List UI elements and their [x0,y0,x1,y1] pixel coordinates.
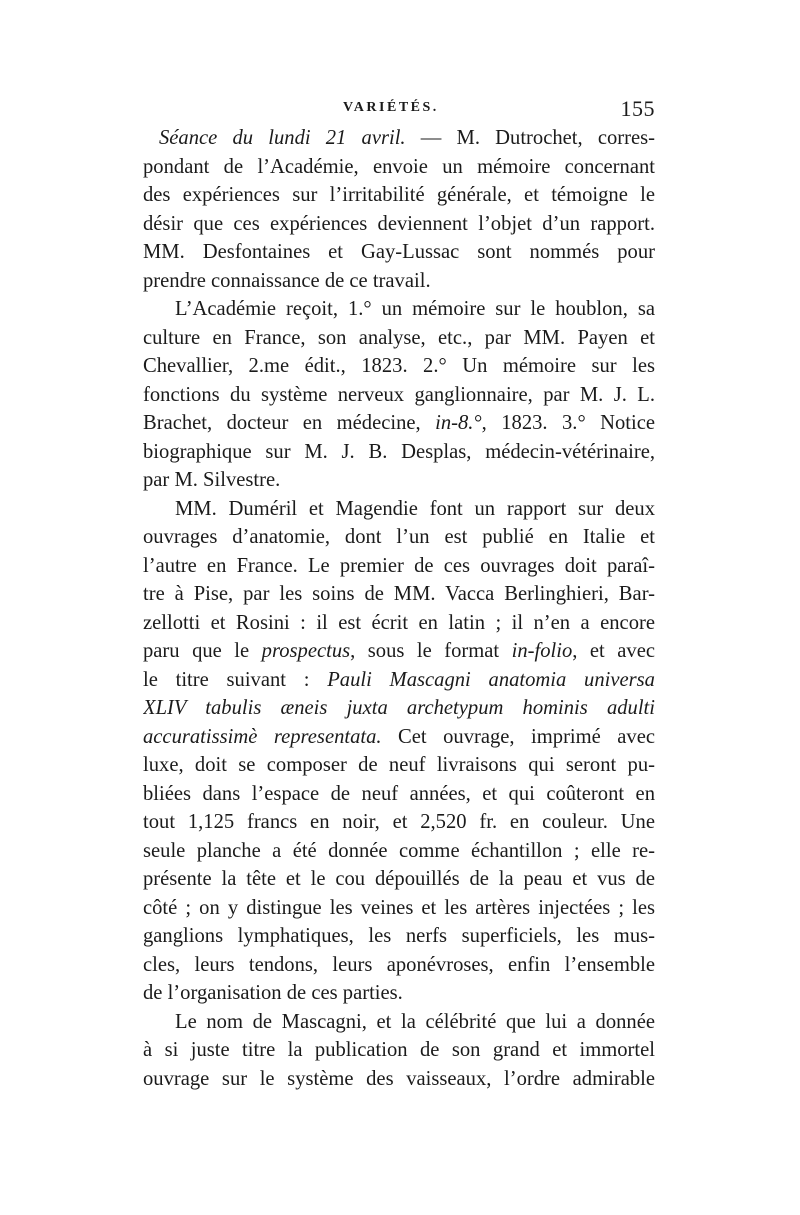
italic-run: Séance du lundi 21 avril. [159,127,406,149]
text-line [143,922,655,951]
running-title: VARIÉTÉS. [343,100,439,115]
text-line [143,951,655,980]
text-line [143,1065,655,1094]
text-run: , 1823. 3.° Notice [481,412,655,434]
text-run: biographique sur M. J. B. Desplas, médecin-vétérinaire, [143,440,655,463]
text-run: ouvrages d’anatomie, dont l’un est publié en Italie et [143,526,655,548]
text-run: MM. Desfontaines et Gay-Lussac sont nommés pour [143,241,655,263]
text-line [143,181,655,210]
text-run: l’autre en France. Le premier de ces ouvrages doit paraî- [143,554,655,577]
italic-run: XLIV tabulis æneis juxta archetypum hominis adulti [143,697,655,719]
text-run: luxe, doit se composer de neuf livraisons qui seront pu- [143,754,655,776]
text-run: Chevallier, 2.me édit., 1823. 2.° Un mémoire sur les [143,355,655,377]
text-run: Brachet, docteur en médecine, [143,412,436,434]
text-run: présente la tête et le cou dépouillés de la peau et vus de [143,868,655,890]
text-line [143,438,655,467]
text-line [143,153,655,182]
text-run: paru que le [143,640,262,662]
text-line [143,523,655,552]
text-line [143,979,655,1008]
text-line [143,495,655,524]
italic-run: in-folio [511,640,573,662]
text-run: culture en France, son analyse, etc., par MM. Payen et [143,326,655,349]
text-line [143,295,655,324]
text-line [143,609,655,638]
text-run: — M. Dutrochet, corres- [405,127,655,149]
text-run: ganglions lymphatiques, les nerfs superficiels, les mus- [143,925,655,947]
italic-run: accuratissimè representata. [143,725,382,748]
text-run: Le nom de Mascagni, et la célébrité que lui a donnée [175,1010,655,1033]
text-run: côté ; on y distingue les veines et les artères injectées ; les [143,896,655,919]
text-line [143,637,655,666]
text-line [143,552,655,581]
text-line [143,466,655,495]
text-run: par M. Silvestre. [143,469,281,491]
text-run: Cet ouvrage, imprimé avec [381,725,655,748]
text-line [143,894,655,923]
text-run: bliées dans l’espace de neuf années, et qui coûteront en [143,782,655,805]
text-line [143,1036,655,1065]
text-line [143,210,655,239]
text-run: seule planche a été donnée comme échantillon ; elle re- [143,839,655,862]
text-run: , sous le format [350,640,512,662]
italic-run: in-8.° [435,412,482,434]
text-line [143,124,655,153]
text-run: zellotti et Rosini : il est écrit en latin ; il n’en a encore [143,611,655,634]
text-line [143,808,655,837]
text-run: tre à Pise, par les soins de MM. Vacca Berlinghieri, Bar- [143,583,655,605]
text-run: tout 1,125 francs en noir, et 2,520 fr. en couleur. Une [143,811,655,833]
text-line [143,694,655,723]
text-run: , et avec [572,640,655,662]
text-line [143,865,655,894]
text-run: le titre suivant : [143,668,328,691]
text-line [143,238,655,267]
text-run: prendre connaissance de ce travail. [143,269,431,292]
text-line [143,352,655,381]
page-header [143,96,655,124]
italic-run: Pauli Mascagni anatomia universa [327,668,655,691]
text-run: ouvrage sur le système des vaisseaux, l’ordre admirable [143,1067,655,1090]
text-line [143,324,655,353]
text-line [143,1008,655,1037]
text-run: de l’organisation de ces parties. [143,982,403,1004]
text-line [143,409,655,438]
italic-run: prospectus [261,640,351,662]
text-line [143,837,655,866]
text-line [143,751,655,780]
text-run: pondant de l’Académie, envoie un mémoire concernant [143,155,655,178]
text-line [143,267,655,296]
text-run: des expériences sur l’irritabilité générale, et témoigne le [143,184,655,206]
text-run: MM. Duméril et Magendie font un rapport sur deux [175,497,655,520]
body-text [143,124,655,1093]
text-run: L’Académie reçoit, 1.° un mémoire sur le houblon, sa [175,298,655,320]
text-line [143,580,655,609]
text-run: fonctions du système nerveux ganglionnaire, par M. J. L. [143,383,655,406]
text-line [143,723,655,752]
text-line [143,780,655,809]
text-run: cles, leurs tendons, leurs aponévroses, enfin l’ensemble [143,953,655,976]
text-run: à si juste titre la publication de son grand et immortel [143,1039,655,1061]
text-line [143,666,655,695]
text-line [143,381,655,410]
page-number: 155 [620,96,655,121]
text-run: désir que ces expériences deviennent l’objet d’un rapport. [143,212,655,235]
